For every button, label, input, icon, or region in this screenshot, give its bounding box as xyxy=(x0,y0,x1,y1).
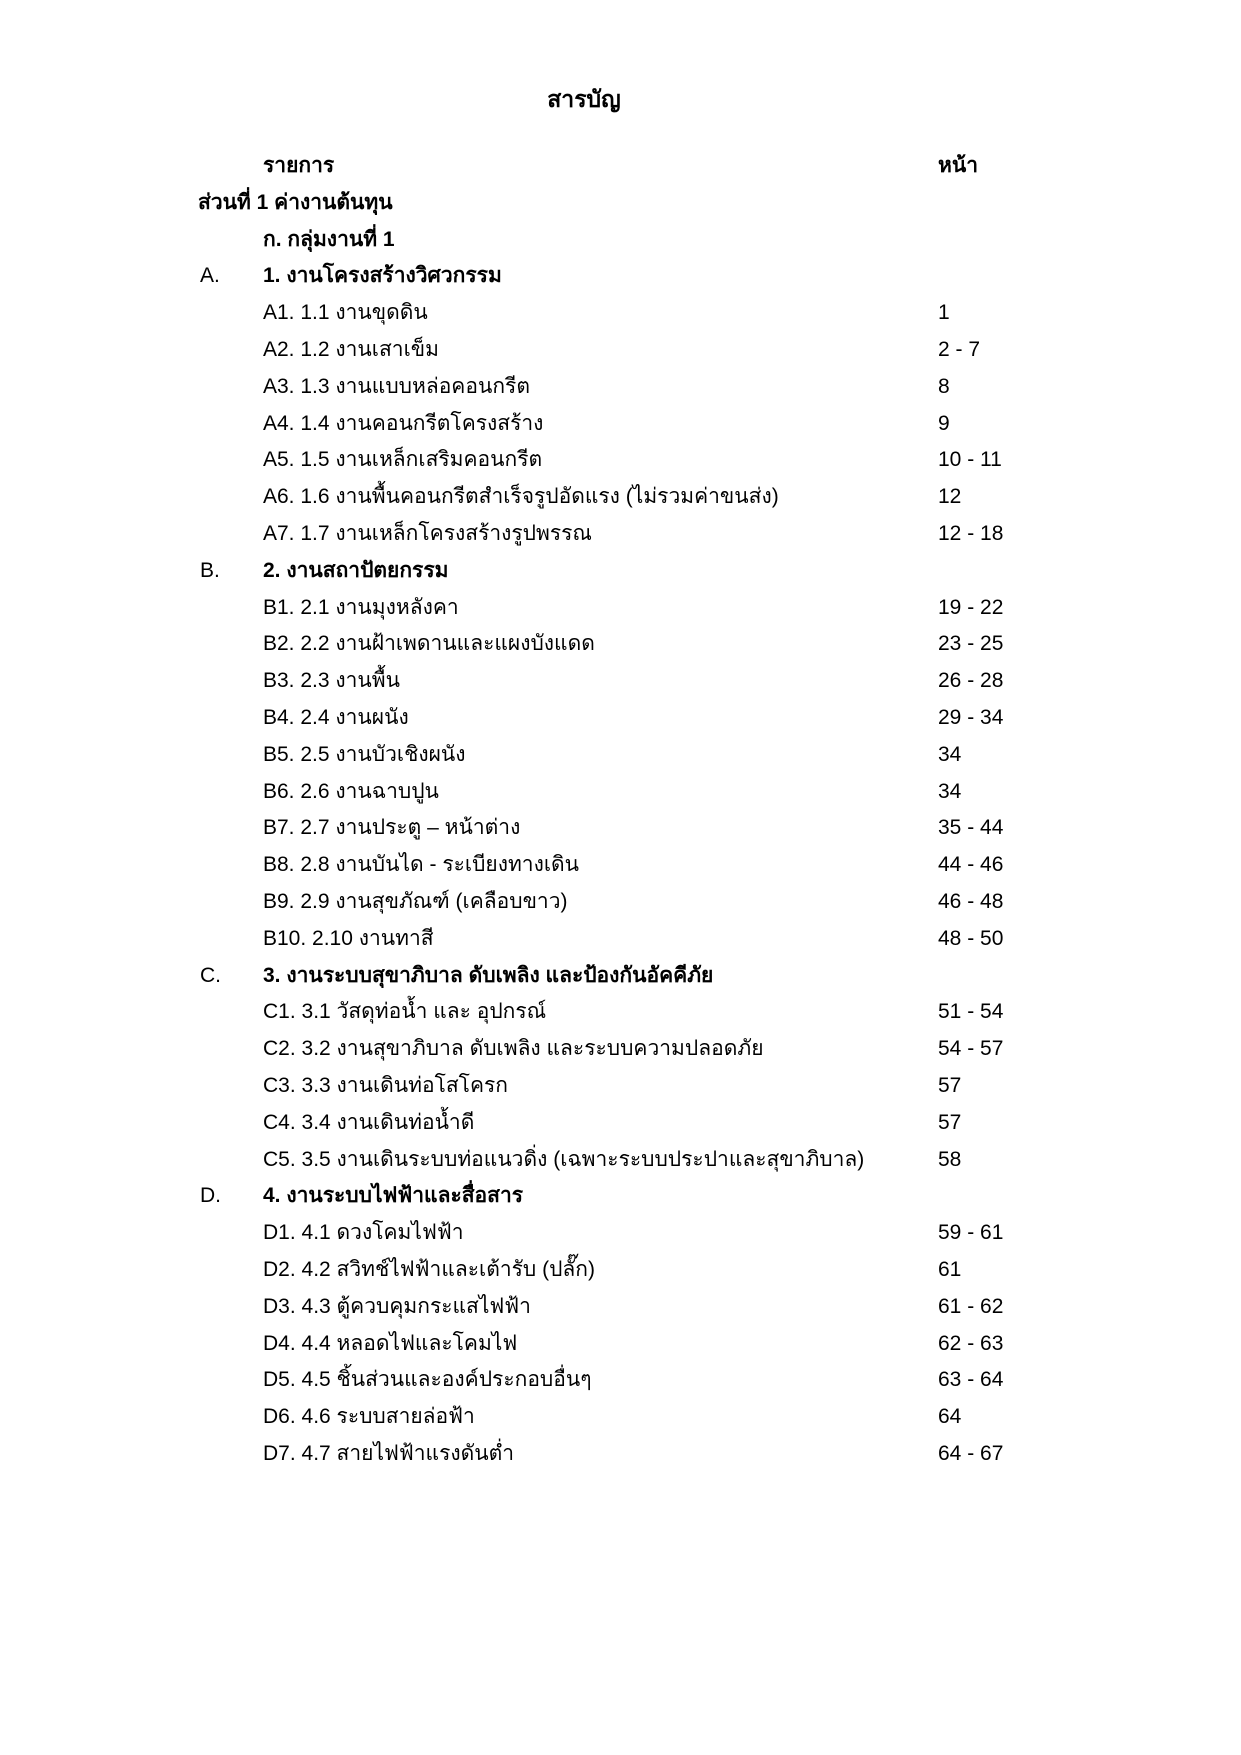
item-pages: 57 xyxy=(938,1110,962,1134)
section-letter: D. xyxy=(200,1184,221,1208)
toc-header-row xyxy=(0,148,1241,185)
item-column-header: รายการ xyxy=(263,154,335,177)
toc-item-row xyxy=(0,737,1241,774)
table-of-contents xyxy=(0,148,1241,1473)
item-pages: 26 - 28 xyxy=(938,669,1004,693)
item-label: A5. 1.5 งานเหล็กเสริมคอนกรีต xyxy=(263,448,543,472)
item-label: D2. 4.2 สวิทช์ไฟฟ้าและเต้ารับ (ปลั๊ก) xyxy=(263,1257,595,1281)
toc-item-row xyxy=(0,994,1241,1031)
toc-item-row xyxy=(0,774,1241,811)
part-title-row xyxy=(0,185,1241,222)
toc-item-row xyxy=(0,663,1241,700)
toc-item-row xyxy=(0,516,1241,553)
page-column-header: หน้า xyxy=(938,154,978,177)
toc-item-row xyxy=(0,700,1241,737)
item-pages: 61 - 62 xyxy=(938,1294,1004,1318)
section-title: 2. งานสถาปัตยกรรม xyxy=(263,558,449,582)
item-pages: 29 - 34 xyxy=(938,705,1004,729)
toc-item-row xyxy=(0,847,1241,884)
item-pages: 10 - 11 xyxy=(938,448,1002,472)
group-title-row xyxy=(0,222,1241,259)
item-label: D4. 4.4 หลอดไฟและโคมไฟ xyxy=(263,1331,518,1355)
item-label: B10. 2.10 งานทาสี xyxy=(263,926,434,950)
toc-item-row xyxy=(0,1142,1241,1179)
item-label: C2. 3.2 งานสุขาภิบาล ดับเพลิง และระบบความปลอดภัย xyxy=(263,1037,764,1061)
item-label: B5. 2.5 งานบัวเชิงผนัง xyxy=(263,742,466,766)
item-label: D1. 4.1 ดวงโคมไฟฟ้า xyxy=(263,1221,464,1245)
group-title: ก. กลุ่มงานที่ 1 xyxy=(263,227,395,251)
item-label: D6. 4.6 ระบบสายล่อฟ้า xyxy=(263,1405,475,1429)
item-label: C3. 3.3 งานเดินท่อโสโครก xyxy=(263,1073,508,1097)
section-title: 3. งานระบบสุขาภิบาล ดับเพลิง และป้องกันอัคคีภัย xyxy=(263,963,714,987)
item-label: B8. 2.8 งานบันได - ระเบียงทางเดิน xyxy=(263,853,580,877)
section-letter: C. xyxy=(200,963,221,987)
toc-item-row xyxy=(0,1215,1241,1252)
item-label: D5. 4.5 ชิ้นส่วนและองค์ประกอบอื่นๆ xyxy=(263,1368,592,1392)
item-label: C4. 3.4 งานเดินท่อน้ำดี xyxy=(263,1110,475,1134)
item-label: D3. 4.3 ตู้ควบคุมกระแสไฟฟ้า xyxy=(263,1294,531,1318)
toc-section-row xyxy=(0,553,1241,590)
item-label: C5. 3.5 งานเดินระบบท่อแนวดิ่ง (เฉพาะระบบประปาและสุขาภิบาล) xyxy=(263,1147,865,1171)
item-label: D7. 4.7 สายไฟฟ้าแรงดันต่ำ xyxy=(263,1441,515,1465)
toc-item-row xyxy=(0,1031,1241,1068)
item-label: B1. 2.1 งานมุงหลังคา xyxy=(263,595,459,619)
item-label: A4. 1.4 งานคอนกรีตโครงสร้าง xyxy=(263,411,544,435)
item-pages: 34 xyxy=(938,779,962,803)
part-title: ส่วนที่ 1 ค่างานต้นทุน xyxy=(198,190,393,214)
toc-item-row xyxy=(0,1436,1241,1473)
item-label: B6. 2.6 งานฉาบปูน xyxy=(263,779,439,803)
toc-item-row xyxy=(0,1252,1241,1289)
toc-item-row xyxy=(0,1105,1241,1142)
item-pages: 46 - 48 xyxy=(938,889,1004,913)
item-label: B3. 2.3 งานพื้น xyxy=(263,669,400,693)
toc-section-row xyxy=(0,958,1241,995)
toc-item-row xyxy=(0,1289,1241,1326)
item-pages: 48 - 50 xyxy=(938,926,1004,950)
item-label: A1. 1.1 งานขุดดิน xyxy=(263,301,428,325)
item-pages: 19 - 22 xyxy=(938,595,1004,619)
toc-item-row xyxy=(0,442,1241,479)
item-pages: 64 xyxy=(938,1405,962,1429)
toc-item-row xyxy=(0,479,1241,516)
item-pages: 64 - 67 xyxy=(938,1441,1004,1465)
section-letter: A. xyxy=(200,264,220,288)
toc-item-row xyxy=(0,810,1241,847)
toc-item-row xyxy=(0,1362,1241,1399)
item-pages: 54 - 57 xyxy=(938,1037,1004,1061)
item-pages: 34 xyxy=(938,742,962,766)
item-pages: 12 - 18 xyxy=(938,521,1004,545)
item-label: A6. 1.6 งานพื้นคอนกรีตสำเร็จรูปอัดแรง (ไม่รวมค่าขนส่ง) xyxy=(263,485,779,509)
toc-item-row xyxy=(0,1399,1241,1436)
item-pages: 44 - 46 xyxy=(938,853,1004,877)
item-pages: 1 xyxy=(938,301,950,325)
item-label: B2. 2.2 งานฝ้าเพดานและแผงบังแดด xyxy=(263,632,595,656)
item-pages: 57 xyxy=(938,1073,962,1097)
section-title: 1. งานโครงสร้างวิศวกรรม xyxy=(263,264,502,288)
toc-item-row xyxy=(0,406,1241,443)
page-title: สารบัญ xyxy=(547,86,621,112)
toc-item-row xyxy=(0,921,1241,958)
item-pages: 2 - 7 xyxy=(938,337,981,361)
toc-item-row xyxy=(0,295,1241,332)
item-label: A7. 1.7 งานเหล็กโครงสร้างรูปพรรณ xyxy=(263,521,592,545)
section-title: 4. งานระบบไฟฟ้าและสื่อสาร xyxy=(263,1184,524,1208)
item-pages: 23 - 25 xyxy=(938,632,1004,656)
item-label: A3. 1.3 งานแบบหล่อคอนกรีต xyxy=(263,374,530,398)
item-pages: 35 - 44 xyxy=(938,816,1004,840)
item-pages: 51 - 54 xyxy=(938,1000,1004,1024)
item-pages: 63 - 64 xyxy=(938,1368,1004,1392)
item-pages: 59 - 61 xyxy=(938,1221,1004,1245)
toc-section-row xyxy=(0,1178,1241,1215)
item-pages: 8 xyxy=(938,374,950,398)
item-label: B9. 2.9 งานสุขภัณฑ์ (เคลือบขาว) xyxy=(263,889,568,913)
item-pages: 62 - 63 xyxy=(938,1331,1004,1355)
toc-item-row xyxy=(0,1326,1241,1363)
toc-item-row xyxy=(0,369,1241,406)
item-pages: 12 xyxy=(938,485,962,509)
item-pages: 58 xyxy=(938,1147,962,1171)
toc-item-row xyxy=(0,1068,1241,1105)
toc-item-row xyxy=(0,590,1241,627)
item-label: B7. 2.7 งานประตู – หน้าต่าง xyxy=(263,816,521,840)
toc-item-row xyxy=(0,884,1241,921)
item-pages: 61 xyxy=(938,1257,962,1281)
toc-rows-container xyxy=(0,258,1241,1472)
section-letter: B. xyxy=(200,558,220,582)
toc-section-row xyxy=(0,258,1241,295)
toc-item-row xyxy=(0,332,1241,369)
item-label: A2. 1.2 งานเสาเข็ม xyxy=(263,337,439,361)
item-label: B4. 2.4 งานผนัง xyxy=(263,705,409,729)
item-label: C1. 3.1 วัสดุท่อน้ำ และ อุปกรณ์ xyxy=(263,1000,547,1024)
item-pages: 9 xyxy=(938,411,950,435)
toc-item-row xyxy=(0,626,1241,663)
